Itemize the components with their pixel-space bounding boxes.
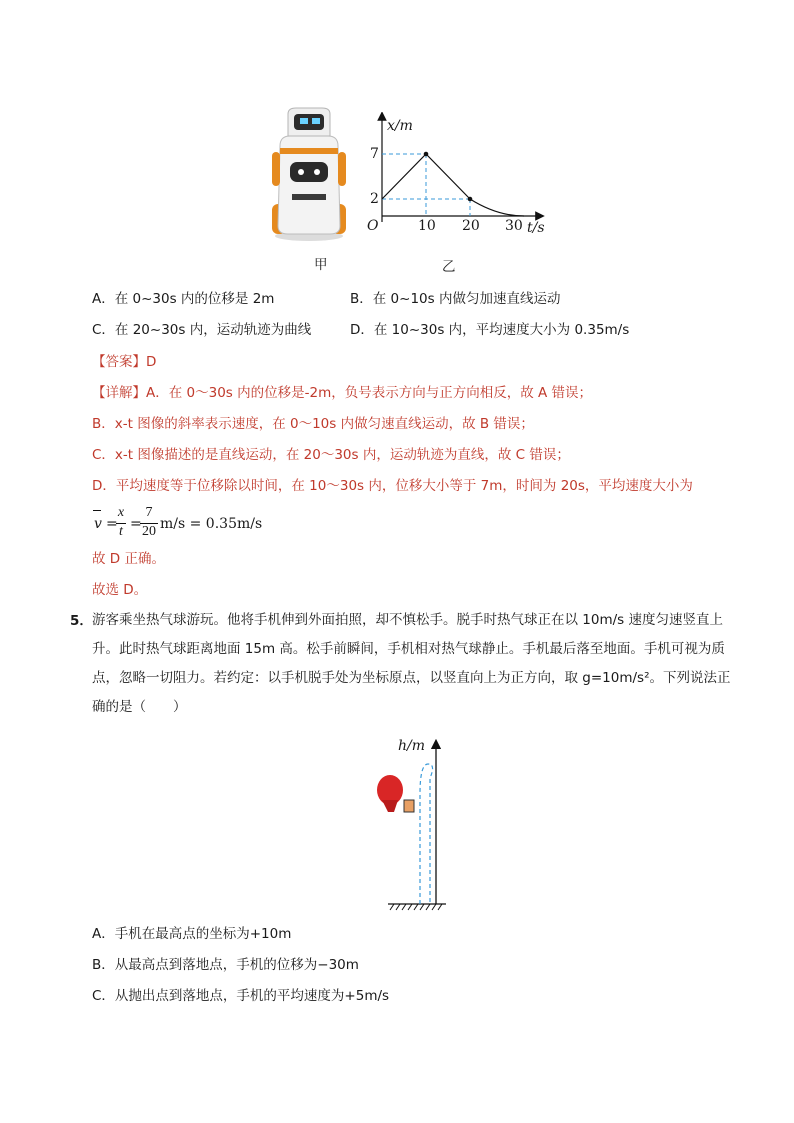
balloon-figure	[370, 738, 450, 916]
q4-option-b: B．在 0~10s 内做匀加速直线运动	[350, 291, 561, 307]
q4-detail-a: 【详解】A．在 0～30s 内的位移是-2m，负号表示方向与正方向相反，故 A 错误；	[92, 385, 593, 401]
caption-jia: 甲	[314, 257, 328, 273]
origin-label: O	[367, 218, 379, 234]
x-tick-30: 30	[505, 218, 523, 234]
q4-detail-d: D．平均速度等于位移除以时间，在 10～30s 内，位移大小等于 7m，时间为 20s，平均速度大小为	[92, 478, 693, 494]
formula-x: x	[117, 505, 125, 520]
y-tick-2: 2	[370, 191, 379, 207]
formula-num: 7	[145, 505, 153, 520]
x-axis-label: t/s	[527, 220, 545, 236]
phone-trajectory	[420, 764, 433, 904]
q5-option-b: B．从最高点到落地点，手机的位移为−30m	[92, 957, 359, 973]
q4-option-d: D．在 10~30s 内，平均速度大小为 0.35m/s	[350, 322, 630, 338]
q4-answer: 【答案】D	[92, 354, 157, 370]
formula-tail: m/s = 0.35m/s	[160, 516, 263, 532]
caption-yi: 乙	[442, 259, 456, 275]
q5-option-c: C．从抛出点到落地点，手机的平均速度为+5m/s	[92, 988, 390, 1004]
y-tick-7: 7	[370, 146, 379, 162]
q4-detail-b: B．x-t 图像的斜率表示速度，在 0～10s 内做匀速直线运动，故 B 错误；	[92, 416, 534, 432]
velocity-formula: v = x t = 7 20 m/s = 0.35m/s	[94, 505, 263, 539]
q4-option-c: C．在 20~30s 内，运动轨迹为曲线	[92, 322, 312, 338]
y-axis-label: x/m	[387, 118, 413, 134]
q4-option-a: A．在 0~30s 内的位移是 2m	[92, 291, 275, 307]
q5-number: 5．	[70, 613, 93, 629]
x-tick-10: 10	[418, 218, 436, 234]
graph-curve	[470, 199, 524, 216]
q4-conclusion: 故 D 正确。	[92, 551, 165, 567]
q5-stem: 游客乘坐热气球游玩。他将手机伸到外面拍照，却不慎松手。脱手时热气球正在以 10m/s 速度匀速竖直上升。此时热气球距离地面 15m 高。松手前瞬间，手机相对热气球静止。手机最后落至地面。手机可视为质点，忽略一切阻力。若约定：以手机脱手处为坐标原点，以竖直向上为正方向，取 g=10m/s²。下列说法正确的是（ ）	[92, 612, 731, 715]
basket-icon	[404, 800, 414, 812]
formula-den: 20	[142, 524, 156, 539]
q4-detail-c: C．x-t 图像描述的是直线运动，在 20～30s 内，运动轨迹为直线，故 C 错误；	[92, 447, 570, 463]
q5-option-a: A．手机在最高点的坐标为+10m	[92, 926, 292, 942]
h-axis-label: h/m	[398, 738, 426, 754]
x-tick-20: 20	[462, 218, 480, 234]
robot-illustration	[268, 106, 350, 242]
formula-t: t	[119, 524, 123, 539]
q4-choice: 故选 D。	[92, 582, 148, 598]
formula-v: v	[94, 516, 102, 532]
